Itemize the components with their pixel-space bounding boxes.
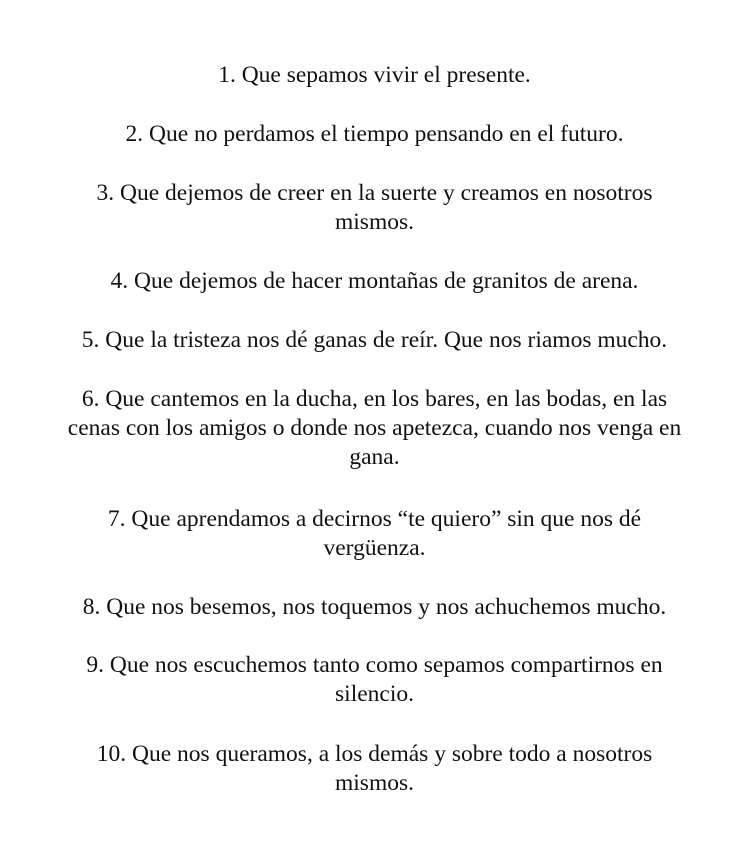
list-item-3 (10, 179, 739, 237)
list-item-line: 5. Que la tristeza nos dé ganas de reír. Que nos riamos mucho. (81, 327, 668, 353)
list-item-line: cenas con los amigos o donde nos apetezca, cuando nos venga en (67, 415, 682, 441)
list-item-line: 6. Que cantemos en la ducha, en los bares, en las bodas, en las (81, 386, 668, 412)
list-item-line: 7. Que aprendamos a decirnos “te quiero” sin que nos dé (107, 506, 642, 532)
list-item-10 (10, 740, 739, 798)
list-item-line: silencio. (335, 681, 414, 707)
list-item-9 (10, 651, 739, 709)
list-item-6 (10, 385, 739, 472)
list-item-4 (10, 267, 739, 296)
list-item-line: 9. Que nos escuchemos tanto como sepamos compartirnos en (86, 652, 663, 678)
list-item-5 (10, 326, 739, 355)
list-item-line: 8. Que nos besemos, nos toquemos y nos achuchemos mucho. (82, 594, 667, 620)
list-item-line: vergüenza. (323, 535, 426, 561)
list-item-line: 3. Que dejemos de creer en la suerte y creamos en nosotros (96, 180, 653, 206)
list-item-line: gana. (349, 444, 400, 470)
list-item-line: mismos. (334, 770, 414, 796)
list-item-2 (10, 120, 739, 149)
list-item-line: 1. Que sepamos vivir el presente. (218, 62, 531, 88)
list-item-8 (10, 593, 739, 622)
list-item-line: 10. Que nos queramos, a los demás y sobre todo a nosotros (96, 741, 653, 767)
list-item-line: mismos. (334, 209, 414, 235)
list-item-line: 4. Que dejemos de hacer montañas de granitos de arena. (110, 268, 639, 294)
list-item-line: 2. Que no perdamos el tiempo pensando en el futuro. (125, 121, 624, 147)
list-item-7 (10, 505, 739, 563)
list-item-1 (10, 61, 739, 90)
